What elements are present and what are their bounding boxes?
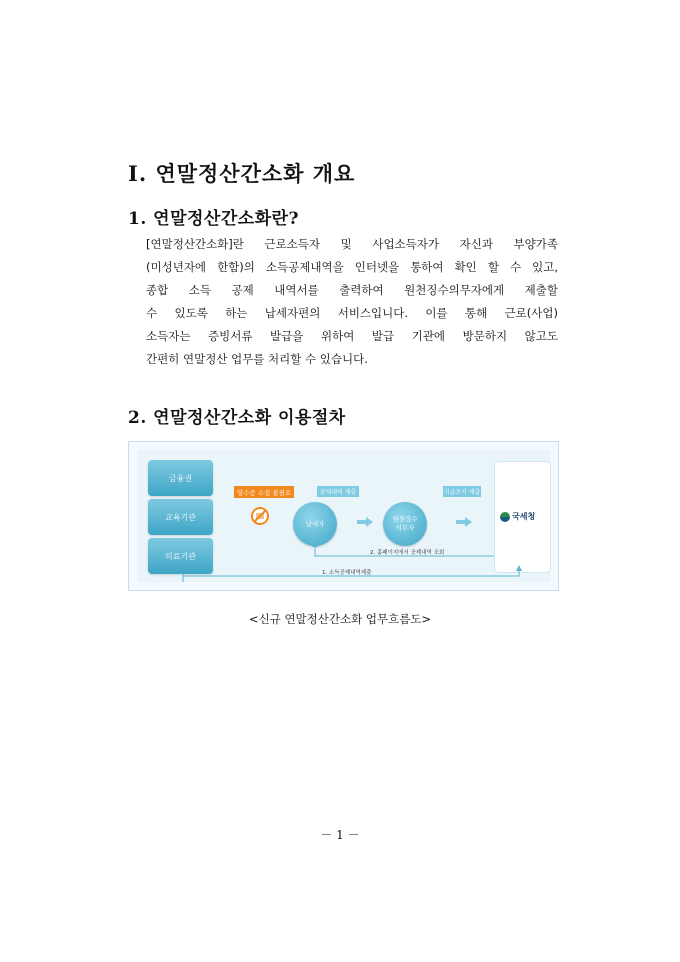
section1-title: 1. 연말정산간소화란? bbox=[128, 209, 300, 229]
paragraph-line: (미성년자에 한함)의 소득공제내역을 인터넷을 통하여 확인 할 수 있고, bbox=[146, 260, 558, 274]
figure-caption: <신규 연말정산간소화 업무흐름도> bbox=[248, 612, 432, 626]
nts-emblem-icon bbox=[500, 512, 510, 522]
paragraph-line: 간편히 연말정산 업무를 처리할 수 있습니다. bbox=[146, 352, 368, 366]
page-number: － 1 － bbox=[320, 828, 360, 842]
diagram-panel bbox=[137, 450, 550, 582]
submit-deduction-tag: 공제내역 제출 bbox=[317, 486, 359, 497]
paragraph-line: 수 있도록 하는 납세자편의 서비스입니다. 이를 통해 근로(사업) bbox=[146, 306, 558, 320]
lookup-label: 2. 홈페이지에서 공제내역 조회 bbox=[370, 550, 445, 556]
main-heading: Ⅰ. 연말정산간소화 개요 bbox=[128, 161, 356, 186]
nts-label: 국세청 bbox=[512, 512, 536, 521]
prohibited-icon bbox=[250, 506, 270, 526]
taxpayer-circle: 납세자 bbox=[293, 502, 337, 546]
org-box-finance: 금융권 bbox=[148, 460, 213, 496]
paragraph-line: 종합 소득 공제 내역서를 출력하여 원천징수의무자에게 제출할 bbox=[146, 283, 558, 297]
arrow-right-icon bbox=[357, 517, 373, 527]
withholder-circle: 원천징수 의무자 bbox=[383, 502, 427, 546]
arrow-right-icon bbox=[456, 517, 472, 527]
paragraph-line: 소득자는 증빙서류 발급을 위하여 발급 기관에 방문하지 않고도 bbox=[146, 329, 558, 343]
section1-paragraph bbox=[146, 233, 558, 371]
submit-report-tag: 지급조서 제출 bbox=[443, 486, 481, 497]
nts-logo bbox=[500, 511, 535, 522]
workflow-diagram bbox=[128, 441, 559, 591]
receipt-not-needed-tag: 영수증 수집 불필요 bbox=[234, 486, 294, 498]
section2-title: 2. 연말정산간소화 이용절차 bbox=[128, 408, 346, 428]
paragraph-line: [연말정산간소화]란 근로소득자 및 사업소득자가 자신과 부양가족 bbox=[146, 237, 558, 251]
org-box-education: 교육기관 bbox=[148, 499, 213, 535]
submit-label: 1. 소득공제내역제출 bbox=[322, 570, 372, 576]
org-box-medical: 의료기관 bbox=[148, 538, 213, 574]
